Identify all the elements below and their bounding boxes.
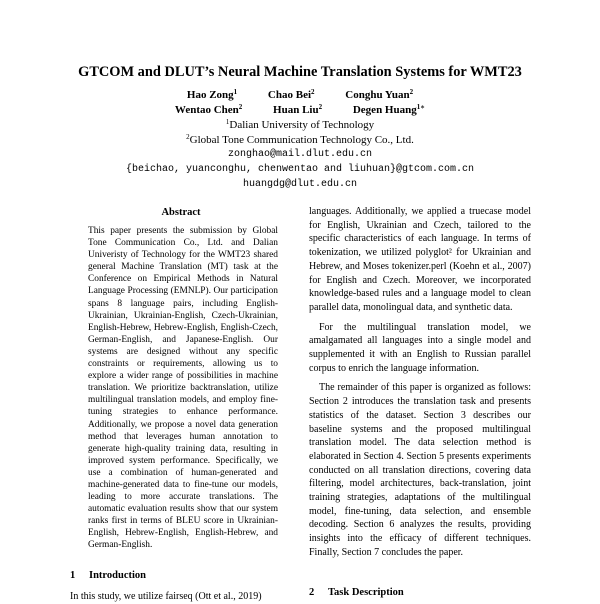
author: Hao Zong$^1$ [186, 88, 238, 101]
author-row-2 [0, 103, 600, 117]
email-1[interactable]: zonghao@mail.dlut.edu.cn [227, 149, 373, 160]
author: Wentao Chen$^2$ [174, 103, 243, 116]
introduction-first-line: In this study, we utilize fairseq (Ott et al., 2019) [70, 591, 262, 602]
author: Conghu Yuan$^2$ [345, 88, 414, 101]
right-column [309, 205, 531, 560]
author: Huan Liu$^2$ [273, 103, 323, 116]
section-heading-task-description: 2 Task Description [309, 587, 404, 598]
paragraph: languages. Additionally, we applied a truecase model for English, Ukrainian and Czech, tailored to the specific characteristics of each language. In terms of tokenization, we utilized polyglot² for Ukrainian and Hebrew, and Moses tokenizer.perl (Koehn et al., 2007) for English and Czech. Moreover, we incorporated knowledge-based rules and a language model to clean parallel data, monolingual data, and synthetic data. [309, 206, 531, 313]
affiliation-2: $^2$Global Tone Communication Technology Co., Ltd. [186, 133, 414, 146]
section-heading-introduction: 1 Introduction [70, 570, 146, 581]
email-3[interactable]: huangdg@dlut.edu.cn [242, 179, 358, 190]
affiliation-1: $^1$Dalian University of Technology [225, 118, 375, 131]
paper-title: GTCOM and DLUT’s Neural Machine Translation Systems for WMT23 [78, 64, 522, 80]
abstract-text: This paper presents the submission by Global Tone Communication Co., Ltd. and Dalian Univeristy of Technology for the WMT23 shared general Machine Translation (MT) task at the Conference on Empirical Methods in Natural Language Processing (EMNLP). Our participation spans 8 language pairs, including English-Ukrainian, Ukrainian-English, Czech-Ukrainian, English-Hebrew, Hebrew-English, English-Czech, German-English, and Japanese-English. Our systems are designed without any specific constraints or requirements, allowing us to explore a wider range of possibilities in machine translation. We prioritize backtranslation, utilize multilingual translation models, and employ fine-tuning strategies to enhance performance. Additionally, we propose a novel data generation method that leverages human annotation to generate high-quality training data, resulting in improved system performance. Specifically, we use a combination of human-generated and machine-generated data to fine-tune our models, leading to more accurate translations. The automatic evaluation results show that our system ranks first in terms of BLEU score in Ukrainian-English, Hebrew-English, English-Hebrew, and German-English. [88, 226, 278, 551]
author-row-1 [0, 88, 600, 102]
email-2[interactable]: {beichao, yuanconghu, chenwentao and liuhuan}@gtcom.com.cn [125, 164, 475, 175]
paragraph: The remainder of this paper is organized as follows: Section 2 introduces the translation task and presents statistics of the dataset. Section 3 describes our baseline systems and the proposed multilingual translation model. The data selection method is elaborated in Section 4. Section 5 presents experiments conducted on all translation directions, covering data filtering, model architectures, back-translation, joint training strategies, adaptations of the multilingual model, fine-tuning, data selection, and ensemble decoding. Section 6 analyzes the results, providing insights into the efficacy of different techniques. Finally, Section 7 concludes the paper. [309, 382, 531, 558]
author: Degen Huang$^{1∗}$ [352, 103, 426, 116]
paragraph: For the multilingual translation model, we amalgamated all languages into a single model and supplemented it with an English to Russian parallel corpus to enrich the language information. [309, 321, 531, 374]
abstract-heading: Abstract [161, 207, 201, 218]
author: Chao Bei$^2$ [267, 88, 315, 101]
